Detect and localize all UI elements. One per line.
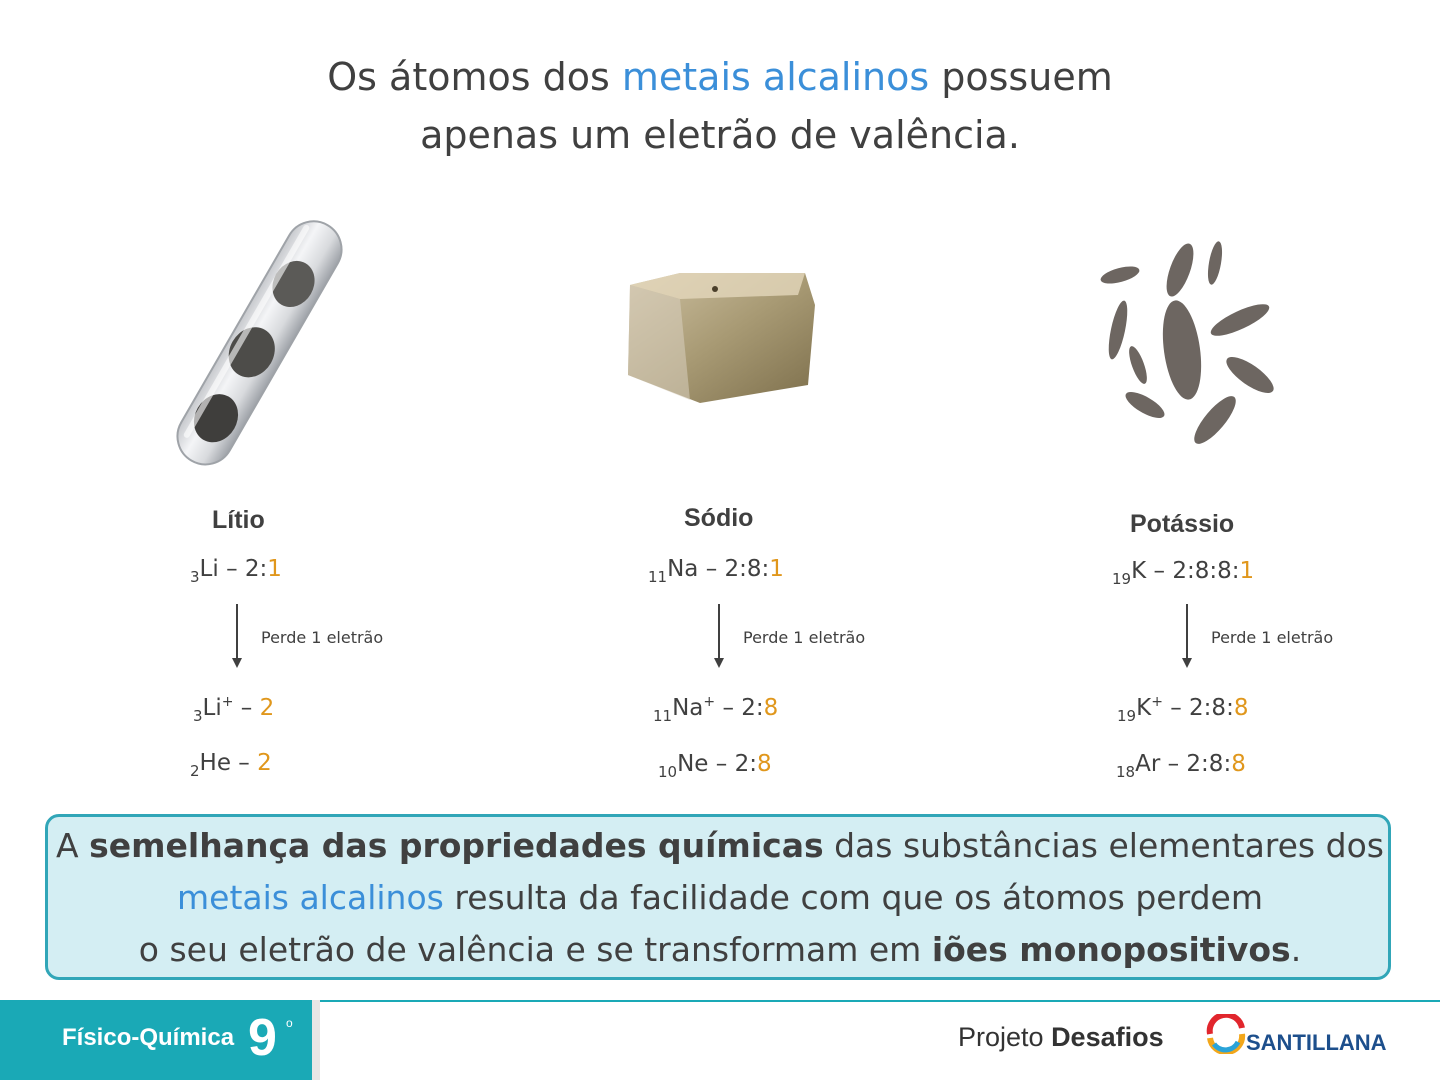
sodium-atom-config: $_{11}$Na – 2:8:1 — [648, 556, 784, 586]
summary-text — [0, 820, 1440, 976]
title-text: possuem — [929, 55, 1113, 99]
potassium-image — [1090, 235, 1280, 450]
slide-title — [0, 48, 1440, 164]
helium-config: $_2$He – 2 — [190, 750, 272, 780]
summary-line-2: metais alcalinos resulta da facilidade com que os átomos perdem — [177, 878, 1263, 917]
grade-suffix: o — [286, 1016, 293, 1030]
arrow-label-potassium: Perde 1 eletrão — [1211, 628, 1334, 647]
neon-config: $_{10}$Ne – 2:8 — [658, 751, 772, 781]
argon-config: $_{18}$Ar – 2:8:8 — [1116, 751, 1246, 781]
subject-label: Físico-Química — [62, 1024, 235, 1051]
potassium-ion-config: $_{19}$K+ – 2:8:8 — [1117, 694, 1249, 725]
publisher-logo: SANTILLANA — [1246, 1030, 1387, 1055]
footer-bar — [0, 1000, 1440, 1080]
summary-line-1: A semelhança das propriedades químicas das substâncias elementares dos — [56, 826, 1384, 865]
down-arrow-icon — [229, 604, 245, 668]
grade-label: 9 — [248, 1009, 277, 1067]
footer-subject-panel — [0, 1000, 312, 1080]
santillana-logo-icon — [1206, 1014, 1246, 1054]
down-arrow-icon — [1179, 604, 1195, 668]
element-name-sodium: Sódio — [684, 504, 754, 532]
title-line-1 — [0, 48, 1440, 106]
summary-line-3: o seu eletrão de valência e se transformam em iões monopositivos. — [138, 930, 1302, 969]
element-name-lithium: Lítio — [212, 506, 265, 534]
project-logo: Projeto Desafios — [958, 1022, 1164, 1052]
lithium-ion-config: $_3$Li+ – 2 — [193, 694, 275, 725]
arrow-label-sodium: Perde 1 eletrão — [743, 628, 866, 647]
element-name-potassium: Potássio — [1130, 510, 1235, 538]
down-arrow-icon — [711, 604, 727, 668]
title-text: Os átomos dos — [327, 55, 622, 99]
lithium-image — [160, 205, 360, 480]
footer-divider — [312, 1000, 320, 1080]
title-highlight: metais alcalinos — [621, 55, 930, 99]
lithium-atom-config: $_3$Li – 2:1 — [190, 556, 282, 586]
title-line-2: apenas um eletrão de valência. — [420, 113, 1020, 157]
potassium-atom-config: $_{19}$K – 2:8:8:1 — [1112, 558, 1255, 588]
sodium-ion-config: $_{11}$Na+ – 2:8 — [653, 694, 779, 725]
arrow-label-lithium: Perde 1 eletrão — [261, 628, 384, 647]
sodium-image — [620, 265, 820, 410]
